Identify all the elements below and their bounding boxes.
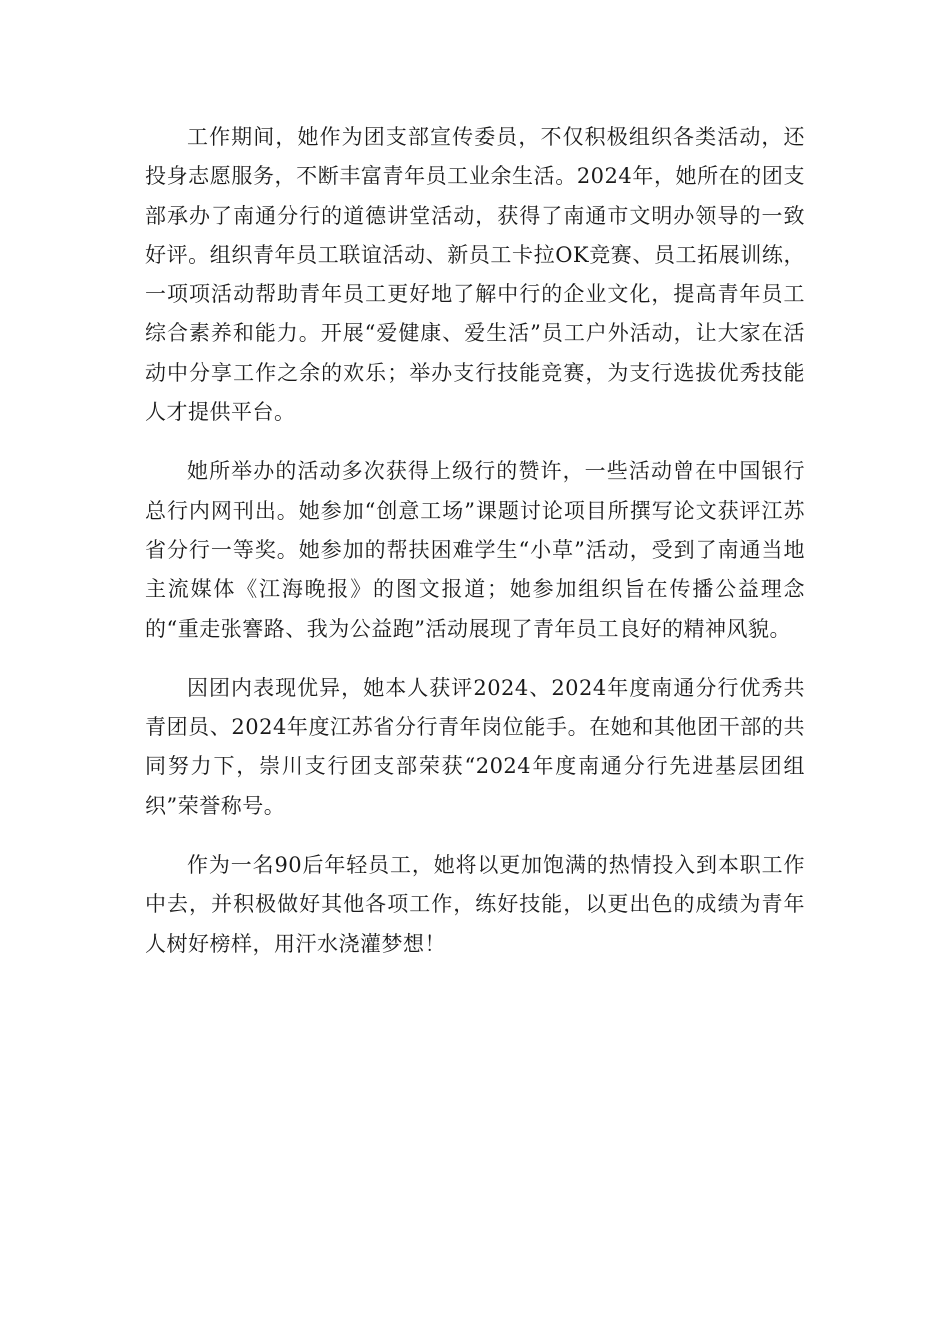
document-body [145,118,805,984]
paragraph-awards: 因团内表现优异，她本人获评2024、2024年度南通分行优秀共青团员、2024年度江苏省分行青年岗位能手。在她和其他团干部的共同努力下，崇川支行团支部荣获“2024年度南通分行先进基层团组织”荣誉称号。 [145,675,805,818]
paragraph-recognition: 她所举办的活动多次获得上级行的赞许，一些活动曾在中国银行总行内网刊出。她参加“创意工场”课题讨论项目所撰写论文获评江苏省分行一等奖。她参加的帮扶困难学生“小草”活动，受到了南通当地主流媒体《江海晚报》的图文报道；她参加组织旨在传播公益理念的“重走张謇路、我为公益跑”活动展现了青年员工良好的精神风貌。 [145,459,805,641]
paragraph-activities: 工作期间，她作为团支部宣传委员，不仅积极组织各类活动，还投身志愿服务，不断丰富青年员工业余生活。2024年，她所在的团支部承办了南通分行的道德讲堂活动，获得了南通市文明办领导的一致好评。组织青年员工联谊活动、新员工卡拉OK竞赛、员工拓展训练，一项项活动帮助青年员工更好地了解中行的企业文化，提高青年员工综合素养和能力。开展“爱健康、爱生活”员工户外活动，让大家在活动中分享工作之余的欢乐；举办支行技能竞赛，为支行选拔优秀技能人才提供平台。 [145,125,805,425]
paragraph-aspiration: 作为一名90后年轻员工，她将以更加饱满的热情投入到本职工作中去，并积极做好其他各项工作，练好技能，以更出色的成绩为青年人树好榜样，用汗水浇灌梦想！ [145,853,805,956]
